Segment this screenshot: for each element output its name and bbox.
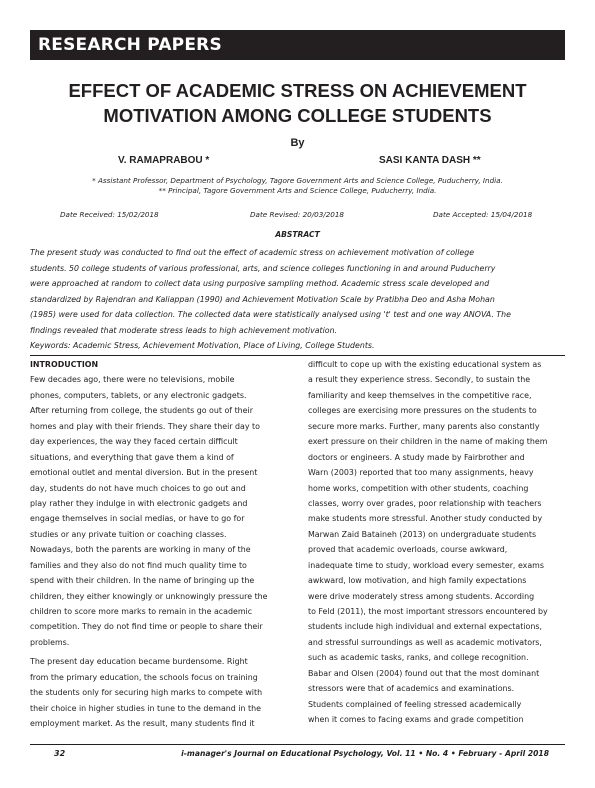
author-1: V. RAMAPRABOU * (118, 155, 210, 166)
left-column (30, 357, 282, 732)
text-line: make students more stressful. Another study conducted by (308, 514, 543, 524)
text-line: stressors were that of academics and examinations. (308, 684, 515, 694)
text-line: a result they experience stress. Secondly, to sustain the (308, 375, 531, 385)
abstract-line: (1985) were used for data collection. The collected data were statistically analysed using 't' test and one way ANOVA. The (30, 310, 511, 320)
author-2: SASI KANTA DASH ** (379, 155, 481, 166)
paper-title-line: EFFECT OF ACADEMIC STRESS ON ACHIEVEMENT (68, 80, 527, 101)
text-line: engage themselves in social medias, or have to go for (30, 514, 245, 524)
paragraph (30, 654, 282, 731)
text-line: the students only for securing high marks to compete with (30, 688, 263, 698)
abstract-line: were approached at random to collect data using purposive sampling method. Academic stress scale developed and (30, 279, 490, 289)
divider (30, 355, 565, 356)
text-line: home works, competition with other students, coaching (308, 483, 529, 493)
text-line: competition. They do not find time or people to share their (30, 622, 263, 632)
keywords: Keywords: Academic Stress, Achievement Motivation, Place of Living, College Students. (30, 341, 375, 350)
text-line: doctors or engineers. A study made by Fairbrother and (308, 452, 525, 462)
journal-citation: i-manager's Journal on Educational Psychology, Vol. 11 • No. 4 • February - April 2018 (181, 749, 549, 758)
text-line: secure more marks. Further, many parents also constantly (308, 421, 540, 431)
by-label: By (290, 137, 305, 149)
text-line: difficult to cope up with the existing educational system as (308, 360, 542, 369)
text-line: After returning from college, the students go out of their (30, 406, 253, 416)
affiliation-2: ** Principal, Tagore Government Arts and Science College, Puducherry, India. (158, 186, 437, 195)
text-line: exert pressure on their children in the name of making them (308, 437, 548, 447)
text-line: emotional outlet and mental diversion. But in the present (30, 468, 258, 478)
paragraph (30, 372, 282, 650)
abstract-heading: ABSTRACT (275, 230, 320, 239)
text-line: Babar and Olsen (2004) found out that the most dominant (308, 668, 540, 678)
abstract-line: findings revealed that moderate stress leads to high achievement motivation. (30, 325, 338, 335)
text-line: day experiences, the way they faced certain difficult (30, 437, 238, 447)
text-line: play rather they indulge in with electronic gadgets and (30, 498, 248, 508)
text-line: such as academic tasks, ranks, and college recognition. (308, 653, 529, 663)
text-line: students include high individual and external expectations, (308, 622, 542, 632)
text-line: familiarity and keep themselves in the competitive race, (308, 390, 532, 400)
text-line: phones, computers, tablets, or any electronic gadgets. (30, 390, 247, 400)
text-line: from the primary education, the schools focus on training (30, 672, 258, 682)
paper-title (30, 78, 565, 128)
footer-divider (30, 744, 565, 745)
text-line: and stressful surroundings as well as academic motivators, (308, 637, 542, 647)
text-line: classes, worry over grades, poor relationship with teachers (308, 498, 542, 508)
text-line: children to score more marks to remain in the academic (30, 607, 253, 616)
text-line: Students complained of feeling stressed academically (308, 699, 522, 709)
paragraph (308, 357, 560, 728)
text-line: situations, and everything that gave them a kind of (30, 452, 234, 462)
abstract-line: students. 50 college students of various professional, arts, and science colleges functioning in and around Puducherry (30, 263, 496, 273)
text-line: families and they also do not find much quality time to (30, 560, 247, 570)
abstract-body (30, 245, 565, 339)
text-line: their choice in higher studies in tune to the demand in the (30, 703, 261, 713)
text-line: Few decades ago, there were no televisions, mobile (30, 375, 235, 385)
text-line: inadequate time to study, workload every semester, exams (308, 560, 544, 570)
abstract-line: The present study was conducted to find out the effect of academic stress on achievement motivation of college (30, 248, 475, 257)
abstract-line: standardized by Rajendran and Kaliappan (1990) and Achievement Motivation Scale by Pratibha Deo and Asha Mohan (30, 294, 495, 304)
page-number: 32 (54, 749, 66, 758)
text-line: to Feld (2011), the most important stressors encountered by (308, 607, 548, 616)
text-line: awkward, low motivation, and high family expectations (308, 576, 527, 586)
paper-title-line: MOTIVATION AMONG COLLEGE STUDENTS (103, 105, 492, 126)
date-received: Date Received: 15/02/2018 (60, 210, 159, 219)
text-line: Nowadays, both the parents are working in many of the (30, 545, 251, 555)
text-line: when it comes to facing exams and grade competition (308, 715, 524, 725)
text-line: Warn (2003) reported that too many assignments, heavy (308, 468, 534, 478)
text-line: problems. (30, 637, 70, 647)
text-line: studies or any private tuition or coaching classes. (30, 529, 227, 539)
section-banner (30, 30, 565, 60)
section-banner-label: RESEARCH PAPERS (38, 35, 222, 55)
text-line: proved that academic overloads, course awkward, (308, 545, 508, 555)
text-line: children, they either knowingly or unknowingly pressure the (30, 591, 268, 601)
affiliation-1: * Assistant Professor, Department of Psychology, Tagore Government Arts and Science College, Puducherry, India. (92, 176, 503, 185)
text-line: were drive moderately stress among students. According (308, 591, 535, 601)
text-line: colleges are exercising more pressures on the students to (308, 406, 537, 416)
text-line: The present day education became burdensome. Right (30, 657, 248, 667)
text-line: spend with their children. In the name of bringing up the (30, 576, 255, 586)
right-column (308, 357, 560, 728)
text-line: Marwan Zaid Bataineh (2013) on undergraduate students (308, 529, 537, 539)
section-heading-introduction: INTRODUCTION (30, 360, 99, 369)
text-line: day, students do not have much choices to go out and (30, 483, 246, 493)
text-line: employment market. As the result, many students find it (30, 719, 255, 729)
date-revised: Date Revised: 20/03/2018 (250, 210, 344, 219)
text-line: homes and play with their friends. They share their day to (30, 421, 260, 431)
date-accepted: Date Accepted: 15/04/2018 (433, 210, 533, 219)
